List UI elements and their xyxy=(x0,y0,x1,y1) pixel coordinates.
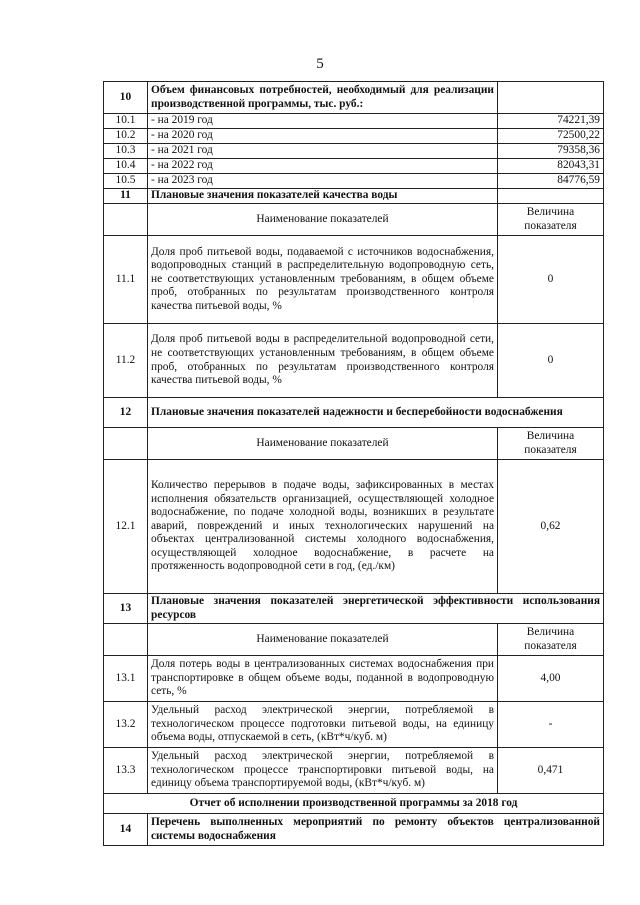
table-row xyxy=(104,159,604,174)
section-number: 10 xyxy=(104,82,148,114)
column-header-name: Наименование показателей xyxy=(148,428,498,460)
row-value: 4,00 xyxy=(498,656,604,702)
row-number: 12.1 xyxy=(104,460,148,594)
row-label: - на 2023 год xyxy=(148,174,498,189)
column-header-value: Величина показателя xyxy=(498,624,604,656)
report-title-row xyxy=(104,794,604,814)
column-header-name: Наименование показателей xyxy=(148,204,498,236)
row-text: Удельный расход электрической энергии, потребляемой в технологическом процессе подготовки питьевой воды, на единицу объема воды, отпускаемой в сеть, (кВт*ч/куб. м) xyxy=(148,702,498,748)
row-value: 84776,59 xyxy=(498,174,604,189)
row-value: 74221,39 xyxy=(498,114,604,129)
row-label: - на 2019 год xyxy=(148,114,498,129)
row-number: 13.3 xyxy=(104,748,148,794)
row-number: 10.3 xyxy=(104,144,148,159)
row-label: - на 2021 год xyxy=(148,144,498,159)
section-number: 12 xyxy=(104,398,148,428)
row-number: 10.4 xyxy=(104,159,148,174)
row-text: Доля потерь воды в централизованных системах водоснабжения при транспортировке в общем объеме воды, поданной в водопроводную сеть, % xyxy=(148,656,498,702)
row-value: 72500,22 xyxy=(498,129,604,144)
row-value: 82043,31 xyxy=(498,159,604,174)
section-13-header xyxy=(104,594,604,624)
row-number: 11.2 xyxy=(104,324,148,398)
page-number: 5 xyxy=(316,56,324,72)
table-row xyxy=(104,656,604,702)
section-10-header xyxy=(104,82,604,114)
section-title: Плановые значения показателей энергетической эффективности использования ресурсов xyxy=(148,594,604,624)
column-header-value: Величина показателя xyxy=(498,428,604,460)
column-header-row xyxy=(104,428,604,460)
table-row xyxy=(104,144,604,159)
table-row xyxy=(104,129,604,144)
section-title: Плановые значения показателей надежности и бесперебойности водоснабжения xyxy=(148,398,604,428)
row-value: 0 xyxy=(498,236,604,324)
section-11-header xyxy=(104,189,604,204)
row-text: Доля проб питьевой воды в распределительной водопроводной сети, не соответствующих установленным требованиям, в общем объеме проб, отобранных по результатам производственного контроля качества питьевой воды, % xyxy=(148,324,498,398)
empty-cell xyxy=(104,428,148,460)
section-title: Плановые значения показателей качества воды xyxy=(148,189,498,204)
row-number: 13.2 xyxy=(104,702,148,748)
section-title: Объем финансовых потребностей, необходимый для реализации производственной программы, тыс. руб.: xyxy=(148,82,498,114)
row-number: 10.2 xyxy=(104,129,148,144)
section-14-header xyxy=(104,814,604,846)
row-value: 79358,36 xyxy=(498,144,604,159)
row-text: Удельный расход электрической энергии, потребляемой в технологическом процессе транспортировки питьевой воды, на единицу объема транспортируемой воды, (кВт*ч/куб. м) xyxy=(148,748,498,794)
section-number: 13 xyxy=(104,594,148,624)
section-12-header xyxy=(104,398,604,428)
row-value: 0,471 xyxy=(498,748,604,794)
table-row xyxy=(104,174,604,189)
empty-cell xyxy=(498,82,604,114)
table-row xyxy=(104,460,604,594)
table-row xyxy=(104,324,604,398)
row-number: 13.1 xyxy=(104,656,148,702)
column-header-row xyxy=(104,624,604,656)
section-number: 11 xyxy=(104,189,148,204)
section-title: Перечень выполненных мероприятий по ремонту объектов централизованной системы водоснабжения xyxy=(148,814,604,846)
row-label: - на 2020 год xyxy=(148,129,498,144)
row-text: Доля проб питьевой воды, подаваемой с источников водоснабжения, водопроводных станций в распределительную водопроводную сеть, не соответствующих установленным требованиям, в общем объеме проб, отобранных по результатам производственного контроля качества питьевой воды, % xyxy=(148,236,498,324)
table-row xyxy=(104,236,604,324)
row-number: 11.1 xyxy=(104,236,148,324)
section-number: 14 xyxy=(104,814,148,846)
table-row xyxy=(104,748,604,794)
table-row xyxy=(104,114,604,129)
table-row xyxy=(104,702,604,748)
column-header-row xyxy=(104,204,604,236)
row-number: 10.1 xyxy=(104,114,148,129)
empty-cell xyxy=(104,204,148,236)
row-value: 0 xyxy=(498,324,604,398)
empty-cell xyxy=(498,189,604,204)
column-header-value: Величина показателя xyxy=(498,204,604,236)
row-label: - на 2022 год xyxy=(148,159,498,174)
row-text: Количество перерывов в подаче воды, зафиксированных в местах исполнения обязательств организацией, осуществляющей холодное водоснабжение, по подаче холодной воды, возникших в результате аварий, повреждений и иных технологических нарушений на объектах централизованной системы холодного водоснабжения, осуществляющей холодное водоснабжение, в расчете на протяженность водопроводной сети в год, (ед./км) xyxy=(148,460,498,594)
program-table xyxy=(103,81,604,846)
row-number: 10.5 xyxy=(104,174,148,189)
row-value: - xyxy=(498,702,604,748)
report-title: Отчет об исполнении производственной программы за 2018 год xyxy=(104,794,604,814)
empty-cell xyxy=(104,624,148,656)
row-value: 0,62 xyxy=(498,460,604,594)
column-header-name: Наименование показателей xyxy=(148,624,498,656)
